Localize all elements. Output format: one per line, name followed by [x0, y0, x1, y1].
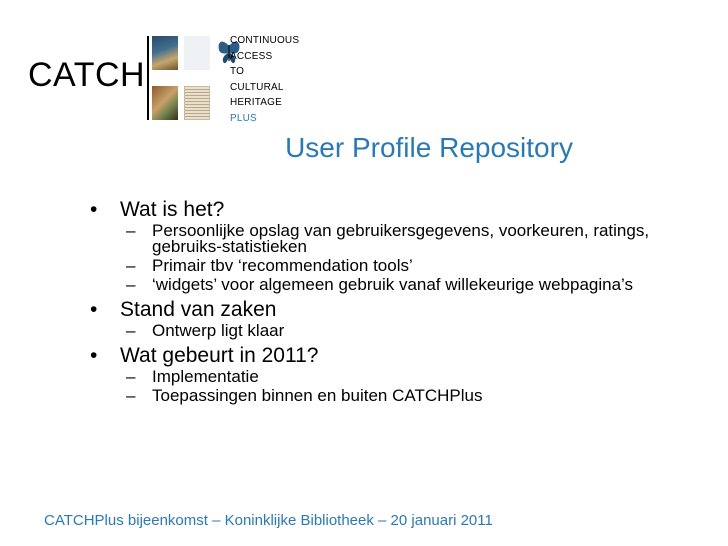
bullet-dot-icon: •	[90, 198, 98, 221]
acronym-plus: PLUS	[230, 112, 257, 124]
sub-bullet-list	[120, 323, 690, 339]
dash-icon: –	[126, 321, 136, 340]
manuscript-thumbnail	[184, 86, 210, 120]
bullet-text: Stand van zaken	[120, 298, 277, 321]
sub-bullet-text: Primair tbv ‘recommendation tools’	[152, 256, 413, 275]
bullet-item	[90, 342, 690, 404]
sub-bullet-text: Implementatie	[152, 367, 259, 386]
acronym-line: TO	[230, 66, 245, 78]
sub-bullet-text: Toepassingen binnen en buiten CATCHPlus	[152, 386, 483, 405]
portrait-thumbnail	[152, 36, 178, 70]
acronym-line: CONTINUOUS	[230, 35, 300, 46]
sub-bullet-text: Persoonlijke opslag van gebruikersgegevens, voorkeuren, ratings, gebruiks-statistieken	[152, 221, 650, 256]
slide-footer: CATCHPlus bijeenkomst – Koninklijke Bibliotheek – 20 januari 2011	[44, 512, 493, 529]
butterfly-thumbnail	[184, 36, 210, 70]
sub-bullet-list	[120, 223, 690, 293]
sub-bullet-list	[120, 369, 690, 404]
logo-wordmark: CATCH	[28, 56, 146, 94]
painting-thumbnail	[152, 86, 178, 120]
dash-icon: –	[126, 386, 136, 405]
sub-bullet-item	[120, 258, 690, 274]
acronym-line: ACCESS	[230, 50, 273, 62]
dash-icon: –	[126, 221, 136, 240]
sub-bullet-text: Ontwerp ligt klaar	[152, 321, 285, 340]
dash-icon: –	[126, 256, 136, 275]
bullet-list	[90, 196, 690, 407]
dash-icon: –	[126, 275, 136, 294]
acronym-line: HERITAGE	[230, 97, 282, 109]
bullet-dot-icon: •	[90, 344, 98, 367]
sub-bullet-item	[120, 277, 690, 293]
bullet-item	[90, 296, 690, 339]
logo-divider	[147, 36, 149, 120]
sub-bullet-item	[120, 388, 690, 404]
bullet-text: Wat is het?	[120, 198, 225, 221]
acronym-line: CULTURAL	[230, 81, 284, 93]
sub-bullet-item	[120, 369, 690, 385]
dash-icon: –	[126, 367, 136, 386]
logo-image-grid	[152, 36, 210, 120]
bullet-dot-icon: •	[90, 298, 98, 321]
logo-acronym	[230, 33, 299, 127]
slide-title: User Profile Repository	[285, 132, 573, 163]
sub-bullet-item	[120, 323, 690, 339]
sub-bullet-text: ‘widgets’ voor algemeen gebruik vanaf willekeurige webpagina’s	[152, 275, 634, 294]
sub-bullet-item	[120, 223, 690, 255]
bullet-item	[90, 196, 690, 293]
bullet-text: Wat gebeurt in 2011?	[120, 344, 319, 367]
